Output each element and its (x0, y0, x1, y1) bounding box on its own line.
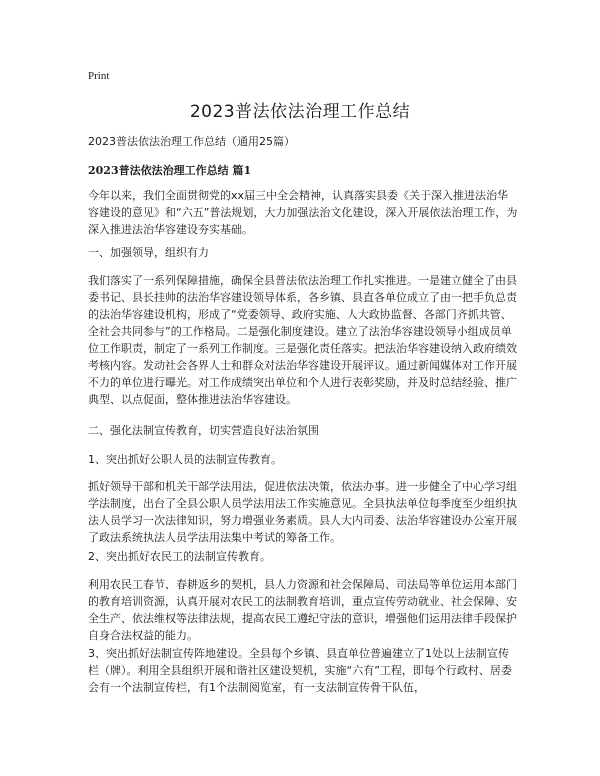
paragraph-2-text: 抓好领导干部和机关干部学法用法，促进依法决策，依法办事。进一步健全了中心学习组学法制度，出台了全县公职人员学法用法工作实施意见。全县执法单位每季度至少组织执法人员学习一次法律知识，努力增强业务素质。县人大内司委、法治华容建设办公室开展了政法系统执法人员学法用法集中考试的筹备工作。 (88, 480, 517, 544)
paragraph-1-text: 我们落实了一系列保障措施，确保全县普法依法治理工作扎实推进。一是建立健全了由县委书记、县长挂帅的法治华容建设领导体系，各乡镇、县直各单位成立了由一把手负总责的法治华容建设机构，形成了“党委领导、政府实施、人大政协监督、各部门齐抓共管、全社会共同参与”的工作格局。二是强化制度建设。建立了法治华容建设领导小组成员单位工作职责，制定了一系列工作制度。三是强化责任落实。把法治华容建设纳入政府绩效考核内容。发动社会各界人士和群众对法治华容建设开展评议。通过新闻媒体对工作开展不力的单位进行曝光。对工作成绩突出单位和个人进行表彰奖励，并及时总结经验、推广典型、以点促面，整体推进法治华容建设。 (88, 274, 517, 406)
document-subtitle: 2023普法依法治理工作总结（通用25篇） (88, 135, 295, 148)
document-title: 2023普法依法治理工作总结 (189, 102, 411, 122)
paragraph-3 (88, 576, 518, 644)
paragraph-1 (88, 272, 518, 408)
subheading-2: 2、突出抓好农民工的法制宣传教育。 (88, 550, 271, 563)
subheading-3-text: 3、突出抓好法制宣传阵地建设。全县每个乡镇、县直单位普遍建立了1处以上法制宣传栏（牌）。利用全县组织开展和谐社区建设契机，实施“六有”工程，即每个行政村、居委会有一个法制宣传栏，有1个法制阅览室，有一支法制宣传骨干队伍， (88, 647, 512, 694)
paragraph-2 (88, 478, 518, 546)
print-link[interactable]: Print (88, 70, 110, 82)
heading-2: 二、强化法制宣传教育，切实营造良好法治氛围 (88, 424, 319, 437)
subheading-1: 1、突出抓好公职人员的法制宣传教育。 (88, 453, 282, 466)
section-heading: 2023普法依法治理工作总结 篇1 (88, 164, 252, 177)
heading-1: 一、加强领导，组织有力 (88, 246, 209, 259)
subheading-3-paragraph (88, 645, 518, 696)
intro-text: 今年以来，我们全面贯彻党的xx届三中全会精神，认真落实县委《关于深入推进法治华容建设的意见》和“六五”普法规划，大力加强法治文化建设，深入开展依法治理工作，为深入推进法治华容建设夯实基础。 (88, 189, 518, 236)
intro-paragraph (88, 187, 518, 238)
paragraph-3-text: 利用农民工春节、春耕返乡的契机，县人力资源和社会保障局、司法局等单位运用本部门的教育培训资源，认真开展对农民工的法制教育培训，重点宣传劳动就业、社会保障、安全生产、依法维权等法律法规，提高农民工遵纪守法的意识，增强他们运用法律手段保护自身合法权益的能力。 (88, 578, 517, 642)
